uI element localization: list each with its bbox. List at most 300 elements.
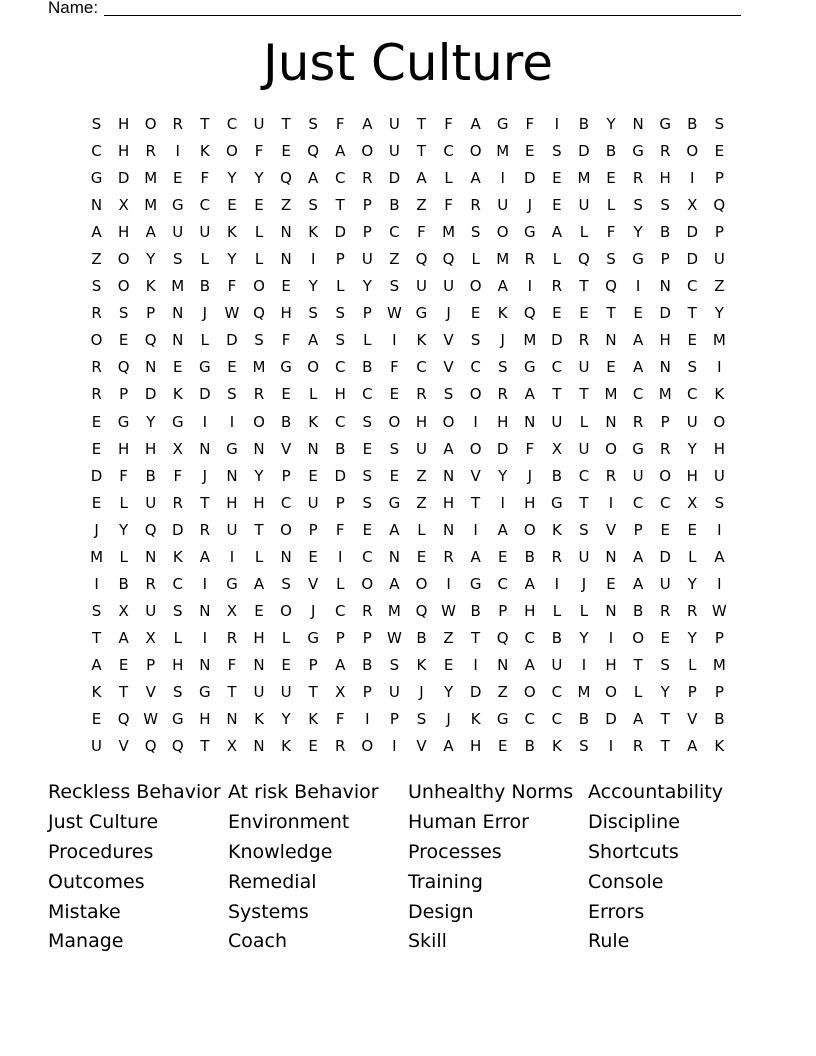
grid-letter[interactable]: I — [473, 520, 478, 539]
grid-letter[interactable]: Y — [687, 439, 697, 458]
grid-letter[interactable]: B — [362, 655, 373, 674]
grid-letter[interactable]: R — [659, 439, 671, 458]
grid-letter[interactable]: C — [443, 142, 454, 161]
grid-letter[interactable]: J — [94, 520, 99, 539]
grid-letter[interactable]: N — [253, 737, 265, 756]
grid-letter[interactable]: S — [173, 682, 183, 701]
grid-letter[interactable]: O — [469, 142, 482, 161]
grid-letter[interactable]: N — [605, 412, 617, 431]
grid-letter[interactable]: F — [606, 223, 616, 242]
grid-letter[interactable]: P — [335, 493, 345, 512]
grid-letter[interactable]: D — [388, 169, 401, 188]
grid-letter[interactable]: A — [253, 574, 265, 593]
grid-letter[interactable]: J — [500, 331, 505, 350]
grid-letter[interactable]: F — [335, 520, 345, 539]
grid-letter[interactable]: G — [469, 574, 482, 593]
grid-letter[interactable]: L — [119, 493, 128, 512]
grid-letter[interactable]: I — [338, 547, 343, 566]
grid-letter[interactable]: Q — [307, 142, 320, 161]
grid-letter[interactable]: U — [280, 682, 292, 701]
grid-letter[interactable]: U — [497, 196, 509, 215]
grid-letter[interactable]: K — [308, 223, 319, 242]
grid-letter[interactable]: R — [470, 196, 481, 215]
grid-letter[interactable]: Q — [496, 628, 509, 647]
grid-letter[interactable]: B — [362, 358, 373, 377]
grid-letter[interactable]: Z — [714, 277, 725, 296]
grid-letter[interactable]: T — [579, 277, 589, 296]
grid-letter[interactable]: V — [687, 710, 698, 729]
grid-letter[interactable]: M — [496, 250, 510, 269]
grid-letter[interactable]: S — [687, 358, 698, 377]
grid-letter[interactable]: S — [552, 142, 562, 161]
grid-letter[interactable]: O — [226, 142, 238, 161]
grid-letter[interactable]: J — [202, 466, 208, 485]
grid-letter[interactable]: W — [441, 601, 456, 620]
grid-letter[interactable]: Q — [117, 710, 130, 729]
grid-letter[interactable]: X — [118, 196, 129, 215]
grid-letter[interactable]: J — [527, 196, 532, 215]
grid-letter[interactable]: U — [172, 223, 184, 242]
grid-letter[interactable]: P — [660, 250, 670, 269]
grid-letter[interactable]: U — [145, 601, 157, 620]
grid-letter[interactable]: R — [172, 115, 183, 133]
grid-letter[interactable]: N — [632, 115, 644, 133]
grid-letter[interactable]: U — [199, 223, 211, 242]
grid-letter[interactable]: Q — [442, 250, 455, 269]
grid-letter[interactable]: X — [118, 601, 129, 620]
grid-letter[interactable]: L — [308, 385, 318, 404]
grid-letter[interactable]: I — [717, 574, 722, 593]
grid-letter[interactable]: D — [334, 223, 347, 242]
grid-letter[interactable]: P — [714, 682, 724, 701]
grid-letter[interactable]: W — [143, 710, 159, 729]
grid-letter[interactable]: A — [524, 385, 535, 404]
grid-letter[interactable]: A — [632, 358, 644, 377]
grid-letter[interactable]: R — [91, 385, 102, 404]
grid-letter[interactable]: M — [712, 655, 726, 674]
grid-letter[interactable]: O — [280, 601, 292, 620]
grid-letter[interactable]: L — [552, 601, 562, 620]
grid-letter[interactable]: E — [91, 493, 102, 512]
grid-letter[interactable]: S — [579, 520, 589, 539]
grid-letter[interactable]: P — [362, 682, 372, 701]
grid-letter[interactable]: S — [660, 655, 670, 674]
grid-letter[interactable]: N — [524, 412, 536, 431]
grid-letter[interactable]: S — [416, 710, 427, 729]
grid-letter[interactable]: M — [658, 385, 672, 404]
grid-letter[interactable]: P — [281, 466, 291, 485]
grid-letter[interactable]: K — [254, 710, 264, 729]
grid-letter[interactable]: D — [686, 223, 699, 242]
grid-letter[interactable]: E — [660, 628, 670, 647]
grid-letter[interactable]: G — [496, 115, 509, 133]
grid-letter[interactable]: A — [443, 439, 454, 458]
grid-letter[interactable]: T — [660, 737, 670, 756]
grid-letter[interactable]: D — [90, 466, 103, 485]
grid-letter[interactable]: P — [633, 520, 643, 539]
grid-letter[interactable]: U — [578, 358, 590, 377]
grid-letter[interactable]: Q — [253, 304, 265, 323]
grid-letter[interactable]: N — [172, 331, 184, 350]
grid-letter[interactable]: I — [229, 547, 235, 566]
grid-letter[interactable]: L — [444, 169, 453, 188]
grid-letter[interactable]: P — [335, 250, 345, 269]
grid-letter[interactable]: C — [632, 385, 644, 404]
grid-letter[interactable]: N — [659, 358, 671, 377]
grid-letter[interactable]: T — [200, 737, 210, 756]
grid-letter[interactable]: E — [308, 737, 318, 756]
grid-letter[interactable]: G — [171, 412, 184, 431]
grid-letter[interactable]: E — [606, 574, 616, 593]
grid-letter[interactable]: B — [578, 115, 590, 133]
grid-letter[interactable]: Z — [416, 493, 427, 512]
grid-letter[interactable]: Y — [227, 169, 237, 188]
grid-letter[interactable]: O — [361, 574, 374, 593]
grid-letter[interactable]: I — [202, 574, 208, 593]
grid-letter[interactable]: O — [496, 223, 509, 242]
grid-letter[interactable]: Q — [523, 304, 536, 323]
grid-letter[interactable]: N — [90, 196, 103, 215]
grid-letter[interactable]: U — [578, 196, 590, 215]
grid-letter[interactable]: Y — [362, 277, 372, 296]
grid-letter[interactable]: P — [146, 304, 156, 323]
grid-letter[interactable]: V — [443, 358, 454, 377]
grid-letter[interactable]: F — [200, 169, 210, 188]
grid-letter[interactable]: R — [362, 601, 373, 620]
grid-letter[interactable]: N — [442, 520, 455, 539]
grid-letter[interactable]: R — [362, 169, 373, 188]
grid-letter[interactable]: C — [659, 493, 671, 512]
grid-letter[interactable]: U — [388, 682, 400, 701]
grid-letter[interactable]: Y — [146, 250, 156, 269]
grid-letter[interactable]: E — [281, 142, 291, 161]
grid-letter[interactable]: D — [524, 169, 536, 188]
grid-letter[interactable]: S — [91, 277, 102, 296]
grid-letter[interactable]: G — [388, 493, 401, 512]
grid-letter[interactable]: T — [200, 115, 210, 133]
grid-letter[interactable]: A — [118, 628, 129, 647]
grid-letter[interactable]: A — [497, 520, 508, 539]
grid-letter[interactable]: V — [470, 466, 481, 485]
grid-letter[interactable]: L — [688, 547, 697, 566]
grid-letter[interactable]: Z — [497, 682, 508, 701]
grid-letter[interactable]: S — [362, 466, 373, 485]
grid-letter[interactable]: R — [226, 628, 238, 647]
grid-letter[interactable]: S — [308, 196, 318, 215]
grid-letter[interactable]: Q — [171, 737, 184, 756]
grid-letter[interactable]: N — [145, 358, 157, 377]
grid-letter[interactable]: Q — [144, 737, 157, 756]
grid-letter[interactable]: O — [307, 358, 320, 377]
grid-letter[interactable]: I — [717, 520, 722, 539]
grid-letter[interactable]: G — [632, 142, 644, 161]
grid-letter[interactable]: A — [416, 169, 427, 188]
grid-letter[interactable]: L — [417, 520, 426, 539]
grid-letter[interactable]: E — [91, 710, 102, 729]
grid-letter[interactable]: O — [605, 439, 617, 458]
grid-letter[interactable]: D — [686, 250, 699, 269]
grid-letter[interactable]: P — [498, 601, 508, 620]
grid-letter[interactable]: O — [388, 412, 401, 431]
grid-letter[interactable]: W — [711, 601, 727, 620]
grid-letter[interactable]: O — [144, 115, 157, 133]
grid-letter[interactable]: N — [199, 655, 211, 674]
grid-letter[interactable]: U — [253, 115, 265, 133]
grid-letter[interactable]: M — [144, 169, 158, 188]
grid-letter[interactable]: Z — [389, 250, 400, 269]
grid-letter[interactable]: Y — [606, 115, 616, 133]
grid-letter[interactable]: V — [416, 737, 427, 756]
grid-letter[interactable]: N — [280, 547, 292, 566]
grid-letter[interactable]: Q — [713, 196, 726, 215]
grid-letter[interactable]: A — [91, 223, 102, 242]
grid-letter[interactable]: Q — [605, 277, 617, 296]
grid-letter[interactable]: T — [308, 682, 318, 701]
grid-letter[interactable]: S — [633, 196, 643, 215]
grid-letter[interactable]: V — [145, 682, 156, 701]
grid-letter[interactable]: R — [172, 493, 183, 512]
grid-letter[interactable]: V — [605, 520, 617, 539]
grid-letter[interactable]: R — [443, 547, 454, 566]
grid-letter[interactable]: D — [226, 331, 238, 350]
grid-letter[interactable]: O — [415, 574, 428, 593]
grid-letter[interactable]: L — [254, 223, 264, 242]
grid-letter[interactable]: O — [253, 412, 265, 431]
grid-letter[interactable]: B — [118, 574, 129, 593]
grid-letter[interactable]: K — [145, 277, 156, 296]
grid-letter[interactable]: S — [335, 304, 345, 323]
grid-letter[interactable]: S — [91, 115, 102, 133]
grid-letter[interactable]: F — [254, 142, 264, 161]
grid-letter[interactable]: I — [500, 169, 505, 188]
grid-letter[interactable]: C — [497, 574, 508, 593]
grid-letter[interactable]: I — [202, 628, 208, 647]
grid-letter[interactable]: G — [523, 358, 536, 377]
grid-letter[interactable]: D — [659, 547, 671, 566]
grid-letter[interactable]: C — [687, 385, 698, 404]
grid-letter[interactable]: R — [578, 331, 590, 350]
grid-letter[interactable]: O — [605, 682, 617, 701]
grid-letter[interactable]: W — [386, 304, 402, 323]
grid-letter[interactable]: C — [551, 682, 563, 701]
grid-letter[interactable]: Y — [443, 682, 454, 701]
grid-letter[interactable]: I — [175, 142, 180, 161]
grid-letter[interactable]: N — [280, 250, 292, 269]
grid-letter[interactable]: I — [229, 412, 235, 431]
grid-letter[interactable]: O — [469, 385, 482, 404]
grid-letter[interactable]: A — [632, 547, 644, 566]
grid-letter[interactable]: Y — [146, 412, 156, 431]
grid-letter[interactable]: K — [416, 655, 427, 674]
grid-letter[interactable]: U — [361, 250, 373, 269]
grid-letter[interactable]: L — [200, 250, 210, 269]
grid-letter[interactable]: O — [117, 250, 130, 269]
grid-letter[interactable]: C — [687, 277, 698, 296]
grid-letter[interactable]: R — [335, 737, 346, 756]
grid-letter[interactable]: F — [417, 223, 426, 242]
grid-letter[interactable]: H — [117, 439, 130, 458]
grid-letter[interactable]: Y — [119, 520, 129, 539]
grid-letter[interactable]: Y — [714, 304, 724, 323]
grid-letter[interactable]: A — [687, 737, 698, 756]
grid-letter[interactable]: R — [659, 601, 671, 620]
grid-letter[interactable]: L — [254, 547, 264, 566]
grid-letter[interactable]: G — [551, 493, 563, 512]
grid-letter[interactable]: S — [389, 277, 400, 296]
grid-letter[interactable]: U — [226, 520, 238, 539]
grid-letter[interactable]: I — [365, 710, 370, 729]
grid-letter[interactable]: L — [336, 277, 345, 296]
grid-letter[interactable]: S — [714, 115, 725, 133]
grid-letter[interactable]: R — [199, 520, 211, 539]
grid-letter[interactable]: R — [551, 547, 563, 566]
grid-letter[interactable]: C — [416, 358, 427, 377]
grid-letter[interactable]: Y — [227, 250, 237, 269]
grid-letter[interactable]: L — [688, 655, 697, 674]
grid-letter[interactable]: A — [91, 655, 102, 674]
grid-letter[interactable]: E — [362, 520, 373, 539]
grid-letter[interactable]: P — [714, 628, 724, 647]
grid-letter[interactable]: Y — [254, 466, 264, 485]
grid-letter[interactable]: G — [632, 250, 644, 269]
grid-letter[interactable]: K — [199, 142, 210, 161]
grid-letter[interactable]: S — [91, 601, 102, 620]
grid-letter[interactable]: V — [280, 439, 292, 458]
grid-letter[interactable]: P — [146, 655, 156, 674]
grid-letter[interactable]: G — [415, 304, 428, 323]
grid-letter[interactable]: L — [579, 601, 589, 620]
grid-letter[interactable]: R — [605, 466, 617, 485]
grid-letter[interactable]: S — [389, 439, 400, 458]
grid-letter[interactable]: C — [335, 601, 346, 620]
grid-letter[interactable]: A — [524, 655, 535, 674]
grid-letter[interactable]: U — [713, 466, 725, 485]
grid-letter[interactable]: T — [660, 710, 670, 729]
grid-letter[interactable]: H — [117, 223, 130, 242]
grid-letter[interactable]: P — [308, 520, 318, 539]
grid-letter[interactable]: B — [335, 439, 346, 458]
grid-letter[interactable]: Z — [443, 628, 454, 647]
grid-letter[interactable]: B — [632, 601, 644, 620]
grid-letter[interactable]: D — [117, 169, 130, 188]
grid-letter[interactable]: B — [389, 196, 400, 215]
grid-letter[interactable]: H — [524, 601, 536, 620]
grid-letter[interactable]: O — [659, 466, 672, 485]
grid-letter[interactable]: C — [280, 493, 292, 512]
grid-letter[interactable]: X — [145, 628, 156, 647]
grid-letter[interactable]: A — [497, 277, 508, 296]
grid-letter[interactable]: L — [633, 682, 643, 701]
grid-letter[interactable]: I — [608, 628, 614, 647]
grid-letter[interactable]: U — [415, 439, 427, 458]
grid-letter[interactable]: G — [171, 710, 184, 729]
grid-letter[interactable]: M — [252, 358, 266, 377]
grid-letter[interactable]: Z — [91, 250, 102, 269]
grid-letter[interactable]: E — [308, 466, 318, 485]
grid-letter[interactable]: E — [254, 196, 264, 215]
grid-letter[interactable]: C — [91, 142, 102, 161]
grid-letter[interactable]: U — [578, 439, 590, 458]
grid-letter[interactable]: S — [470, 223, 481, 242]
grid-letter[interactable]: R — [551, 277, 563, 296]
grid-letter[interactable]: O — [713, 412, 726, 431]
grid-letter[interactable]: L — [552, 250, 562, 269]
grid-letter[interactable]: H — [686, 466, 698, 485]
grid-letter[interactable]: E — [173, 358, 183, 377]
grid-letter[interactable]: N — [497, 655, 509, 674]
grid-letter[interactable]: S — [497, 358, 508, 377]
grid-letter[interactable]: K — [470, 710, 481, 729]
grid-letter[interactable]: S — [660, 196, 670, 215]
grid-letter[interactable]: S — [281, 574, 291, 593]
grid-letter[interactable]: M — [577, 169, 591, 188]
grid-letter[interactable]: E — [687, 331, 697, 350]
grid-letter[interactable]: O — [90, 331, 103, 350]
grid-letter[interactable]: I — [554, 115, 560, 133]
grid-letter[interactable]: R — [632, 169, 644, 188]
grid-letter[interactable]: G — [226, 574, 238, 593]
grid-letter[interactable]: G — [632, 439, 644, 458]
grid-letter[interactable]: I — [608, 737, 614, 756]
grid-letter[interactable]: L — [281, 628, 291, 647]
grid-letter[interactable]: F — [390, 358, 399, 377]
grid-letter[interactable]: K — [497, 304, 508, 323]
grid-letter[interactable]: G — [307, 628, 319, 647]
grid-letter[interactable]: B — [416, 628, 427, 647]
grid-letter[interactable]: P — [714, 169, 724, 188]
grid-letter[interactable]: O — [361, 142, 374, 161]
grid-letter[interactable]: N — [280, 223, 292, 242]
grid-letter[interactable]: M — [90, 547, 104, 566]
grid-letter[interactable]: O — [632, 628, 644, 647]
name-underline[interactable] — [104, 15, 741, 16]
grid-letter[interactable]: L — [363, 331, 372, 350]
grid-letter[interactable]: S — [362, 493, 373, 512]
grid-letter[interactable]: G — [280, 358, 292, 377]
grid-letter[interactable]: Q — [117, 358, 130, 377]
grid-letter[interactable]: Q — [578, 250, 590, 269]
grid-letter[interactable]: T — [471, 628, 481, 647]
grid-letter[interactable]: C — [335, 358, 346, 377]
grid-letter[interactable]: D — [334, 466, 347, 485]
grid-letter[interactable]: K — [551, 737, 562, 756]
grid-letter[interactable]: O — [469, 439, 482, 458]
grid-letter[interactable]: I — [94, 574, 99, 593]
grid-letter[interactable]: A — [524, 574, 535, 593]
grid-letter[interactable]: E — [227, 196, 237, 215]
grid-letter[interactable]: G — [496, 710, 509, 729]
grid-letter[interactable]: P — [389, 710, 399, 729]
grid-letter[interactable]: N — [388, 547, 401, 566]
grid-letter[interactable]: U — [145, 493, 157, 512]
grid-letter[interactable]: B — [524, 737, 535, 756]
grid-letter[interactable]: O — [469, 277, 482, 296]
grid-letter[interactable]: A — [145, 223, 156, 242]
grid-letter[interactable]: I — [554, 574, 560, 593]
grid-letter[interactable]: S — [118, 304, 129, 323]
grid-letter[interactable]: J — [527, 466, 532, 485]
grid-letter[interactable]: C — [172, 574, 184, 593]
grid-letter[interactable]: B — [199, 277, 210, 296]
grid-letter[interactable]: Q — [415, 250, 428, 269]
grid-letter[interactable]: G — [199, 682, 211, 701]
grid-letter[interactable]: R — [253, 385, 265, 404]
grid-letter[interactable]: U — [632, 466, 644, 485]
grid-letter[interactable]: B — [714, 710, 725, 729]
grid-letter[interactable]: Q — [280, 169, 292, 188]
grid-letter[interactable]: X — [687, 196, 698, 215]
grid-letter[interactable]: D — [171, 520, 184, 539]
